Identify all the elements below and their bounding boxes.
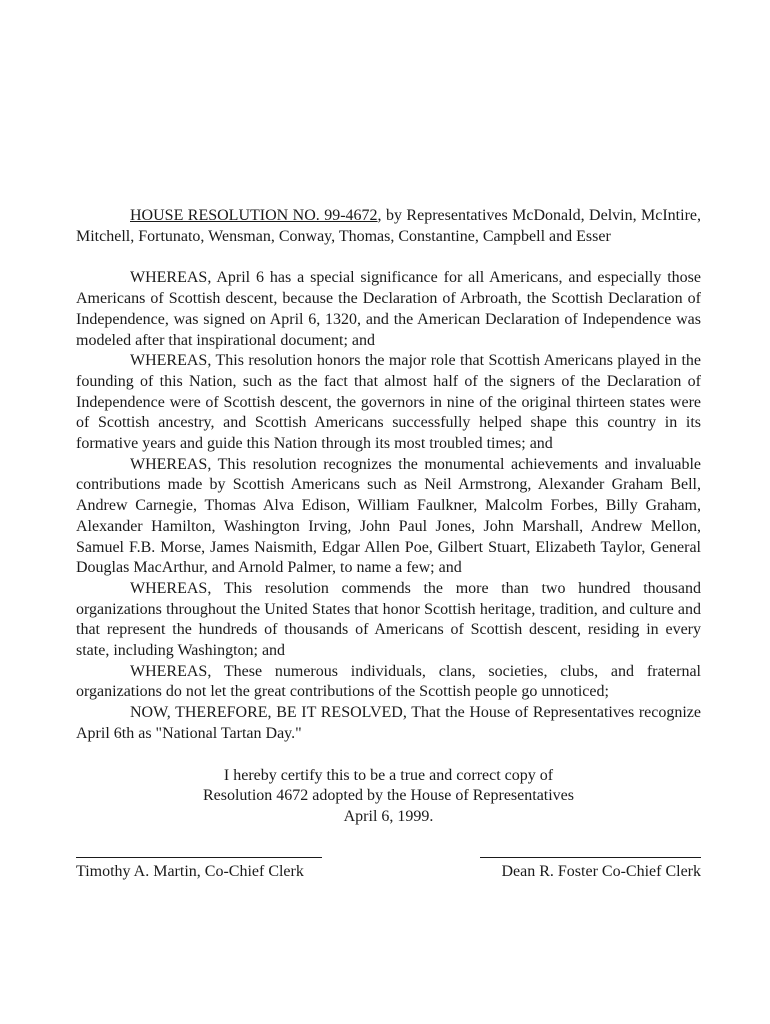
whereas-paragraph-1: WHEREAS, April 6 has a special significance for all Americans, and especially those Americans of Scottish descent, because the Declaration of Arbroath, the Scottish Declaration of Independence, was signed on April 6, 1320, and the American Declaration of Independence was modeled after that inspirational document; and bbox=[76, 269, 701, 349]
resolution-heading bbox=[76, 206, 701, 247]
whereas-paragraph-4: WHEREAS, This resolution commends the more than two hundred thousand organizations throughout the United States that honor Scottish heritage, tradition, and culture and that represent the hundreds of thousands of Americans of Scottish descent, residing in every state, including Washington; and bbox=[76, 579, 701, 660]
signature-block-right bbox=[480, 845, 701, 882]
signature-section bbox=[76, 845, 701, 882]
certification-line-2: Resolution 4672 adopted by the House of Representatives bbox=[202, 787, 575, 805]
certification-block bbox=[76, 766, 701, 828]
whereas-paragraph-3: WHEREAS, This resolution recognizes the monumental achievements and invaluable contributions made by Scottish Americans such as Neil Armstrong, Alexander Graham Bell, Andrew Carnegie, Thomas Alva Edison, William Faulkner, Malcolm Forbes, Billy Graham, Alexander Hamilton, Washington Irving, John Paul Jones, John Marshall, Andrew Mellon, Samuel F.B. Morse, James Naismith, Edgar Allen Poe, Gilbert Stuart, Elizabeth Taylor, General Douglas MacArthur, and Arnold Palmer, to name a few; and bbox=[76, 455, 701, 577]
signature-line-right bbox=[480, 845, 701, 858]
certification-line-1: I hereby certify this to be a true and correct copy of bbox=[223, 766, 554, 784]
signature-line-left bbox=[76, 845, 322, 858]
signature-name-right: Dean R. Foster Co-Chief Clerk bbox=[501, 862, 701, 880]
whereas-paragraph-5: WHEREAS, These numerous individuals, clans, societies, clubs, and fraternal organizations do not let the great contributions of the Scottish people go unnoticed; bbox=[76, 662, 701, 701]
resolution-id: HOUSE RESOLUTION NO. 99-4672 bbox=[130, 207, 378, 224]
resolved-paragraph: NOW, THEREFORE, BE IT RESOLVED, That the House of Representatives recognize April 6th as "National Tartan Day." bbox=[76, 704, 701, 742]
signature-name-left: Timothy A. Martin, Co-Chief Clerk bbox=[76, 862, 304, 880]
certification-date: April 6, 1999. bbox=[343, 807, 434, 825]
resolution-document bbox=[76, 206, 701, 882]
resolution-sponsors: , by Representatives McDonald, Delvin, McIntire, Mitchell, Fortunato, Wensman, Conway, Thomas, Constantine, Campbell and Esser bbox=[76, 207, 702, 245]
signature-block-left bbox=[76, 845, 322, 882]
whereas-paragraph-2: WHEREAS, This resolution honors the major role that Scottish Americans played in the founding of this Nation, such as the fact that almost half of the signers of the Declaration of Independence were of Scottish descent, the governors in nine of the original thirteen states were of Scottish ancestry, and Scottish Americans successfully helped shape this country in its formative years and guide this Nation through its most troubled times; and bbox=[76, 352, 701, 453]
